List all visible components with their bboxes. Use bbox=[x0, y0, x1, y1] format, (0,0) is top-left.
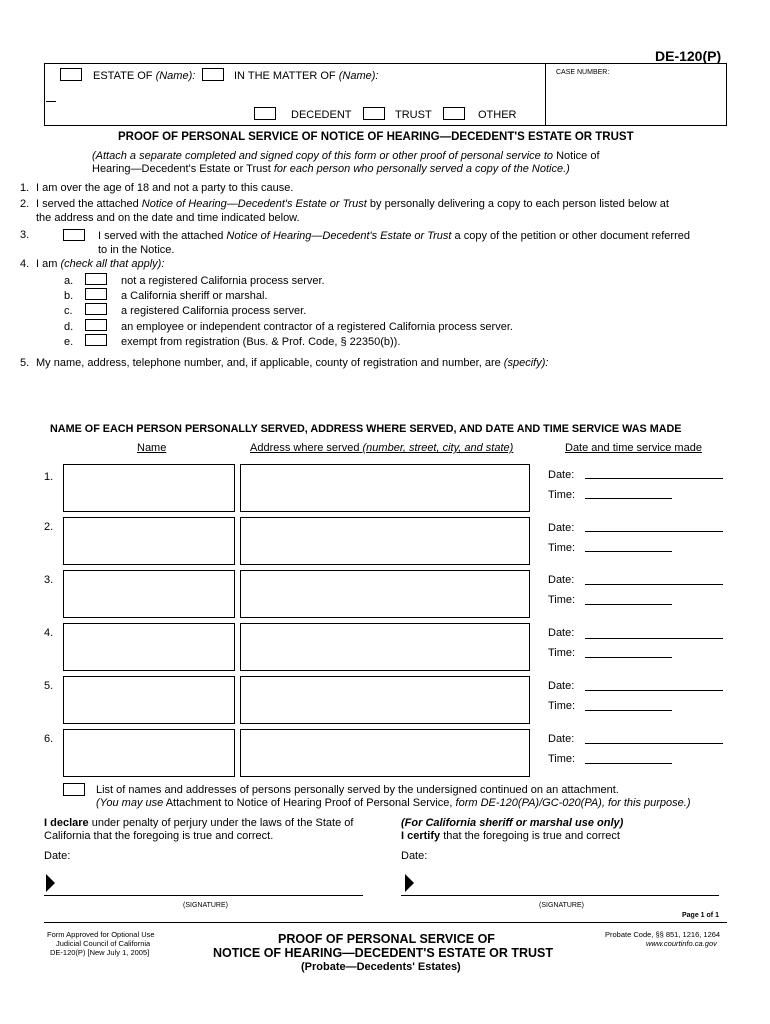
attachment-checkbox[interactable] bbox=[63, 783, 85, 796]
row-4-time-label: Time: bbox=[548, 647, 576, 659]
row-1-address-field[interactable] bbox=[240, 464, 530, 512]
row-1-name-field[interactable] bbox=[63, 464, 235, 512]
instructions-line1 bbox=[92, 150, 600, 162]
item2-line1 bbox=[36, 198, 669, 210]
decedent-checkbox[interactable] bbox=[254, 107, 276, 120]
estate-of-label bbox=[93, 70, 195, 82]
item5-part-b: (specify): bbox=[503, 357, 549, 369]
right-signature-line[interactable] bbox=[401, 895, 719, 896]
row-2-number: 2. bbox=[44, 521, 54, 533]
opt-e-text: exempt from registration (Bus. & Prof. Code, § 22350(b)). bbox=[121, 336, 401, 348]
col-name-header: Name bbox=[137, 442, 167, 454]
row-3-time-field[interactable] bbox=[585, 604, 672, 605]
opt-a-letter: a. bbox=[64, 275, 74, 287]
row-5-date-field[interactable] bbox=[585, 690, 723, 691]
row-6-date-label: Date: bbox=[548, 733, 575, 745]
row-6-name-field[interactable] bbox=[63, 729, 235, 777]
row-3-time-label: Time: bbox=[548, 594, 576, 606]
instructions-part1: (Attach a separate completed and signed copy of this form or other proof of personal service to bbox=[92, 150, 554, 162]
instructions-part2: Notice of bbox=[556, 150, 600, 162]
row-6-address-field[interactable] bbox=[240, 729, 530, 777]
instructions-line2 bbox=[92, 163, 570, 175]
footer-right-1: Probate Code, §§ 851, 1216, 1264 bbox=[605, 930, 721, 939]
estate-of-checkbox[interactable] bbox=[60, 68, 82, 81]
item2-line2: the address and on the date and time indicated below. bbox=[36, 212, 300, 224]
row-3-number: 3. bbox=[44, 574, 54, 586]
right-signature-arrow-icon bbox=[405, 874, 414, 892]
opt-d-letter: d. bbox=[64, 321, 74, 333]
other-checkbox[interactable] bbox=[443, 107, 465, 120]
opt-a-text: not a registered California process server. bbox=[121, 275, 325, 287]
row-6-date-field[interactable] bbox=[585, 743, 723, 744]
footer-left-1: Form Approved for Optional Use bbox=[47, 930, 155, 939]
matter-of-label bbox=[234, 70, 378, 82]
footer-title-1: PROOF OF PERSONAL SERVICE OF bbox=[278, 932, 495, 946]
attachment-line1: List of names and addresses of persons personally served by the undersigned continued on an attachment. bbox=[96, 784, 619, 796]
row-2-address-field[interactable] bbox=[240, 517, 530, 565]
opt-d-text: an employee or independent contractor of a registered California process server. bbox=[121, 321, 513, 333]
item5-num: 5. bbox=[20, 357, 30, 369]
item3-line1 bbox=[98, 230, 690, 242]
row-2-date-label: Date: bbox=[548, 522, 575, 534]
declare-line1 bbox=[44, 817, 353, 829]
row-4-number: 4. bbox=[44, 627, 54, 639]
form-id: DE-120(P) bbox=[655, 48, 722, 64]
row-3-date-field[interactable] bbox=[585, 584, 723, 585]
item4-part-a: I am bbox=[36, 258, 58, 270]
left-signature-line[interactable] bbox=[44, 895, 363, 896]
matter-of-text: IN THE MATTER OF bbox=[234, 70, 336, 82]
footer-left-2: Judicial Council of California bbox=[56, 939, 151, 948]
footer-right-2: www.courtinfo.ca.gov bbox=[646, 939, 717, 948]
left-signature-arrow-icon bbox=[46, 874, 55, 892]
item2-num: 2. bbox=[20, 198, 30, 210]
row-3-address-field[interactable] bbox=[240, 570, 530, 618]
case-name-dash bbox=[46, 101, 56, 102]
certify-rest: that the foregoing is true and correct bbox=[443, 830, 620, 842]
footer-rule bbox=[44, 922, 727, 923]
row-6-time-label: Time: bbox=[548, 753, 576, 765]
opt-e-letter: e. bbox=[64, 336, 74, 348]
item5-part-a: My name, address, telephone number, and, if applicable, county of registration and number, are bbox=[36, 357, 501, 369]
opt-b-letter: b. bbox=[64, 290, 74, 302]
item4-text bbox=[36, 258, 164, 270]
instructions-part4: for each person who personally served a copy of the Notice.) bbox=[273, 163, 570, 175]
caption-divider bbox=[545, 63, 546, 126]
opt-b-checkbox[interactable] bbox=[85, 288, 107, 300]
row-5-time-label: Time: bbox=[548, 700, 576, 712]
item4-part-b: (check all that apply): bbox=[60, 258, 165, 270]
row-5-number: 5. bbox=[44, 680, 54, 692]
trust-checkbox[interactable] bbox=[363, 107, 385, 120]
opt-a-checkbox[interactable] bbox=[85, 273, 107, 285]
row-5-address-field[interactable] bbox=[240, 676, 530, 724]
estate-of-text: ESTATE OF bbox=[93, 70, 153, 82]
certify-date-label: Date: bbox=[401, 850, 428, 862]
sheriff-note: (For California sheriff or marshal use only) bbox=[401, 817, 624, 829]
item3-part-b: Notice of Hearing—Decedent's Estate or Trust bbox=[226, 230, 452, 242]
table-heading: NAME OF EACH PERSON PERSONALLY SERVED, ADDRESS WHERE SERVED, AND DATE AND TIME SERVICE WAS MADE bbox=[50, 423, 682, 435]
item5-text bbox=[36, 357, 548, 369]
other-label: OTHER bbox=[478, 109, 517, 121]
row-1-date-field[interactable] bbox=[585, 478, 723, 479]
row-5-time-field[interactable] bbox=[585, 710, 672, 711]
trust-label: TRUST bbox=[395, 109, 432, 121]
item1-num: 1. bbox=[20, 182, 30, 194]
row-4-time-field[interactable] bbox=[585, 657, 672, 658]
declare-bold: I declare bbox=[44, 817, 89, 829]
matter-of-checkbox[interactable] bbox=[202, 68, 224, 81]
opt-c-letter: c. bbox=[64, 305, 73, 317]
row-6-number: 6. bbox=[44, 733, 54, 745]
attachment-line2 bbox=[96, 797, 691, 809]
row-1-time-label: Time: bbox=[548, 489, 576, 501]
decedent-label: DECEDENT bbox=[291, 109, 352, 121]
opt-d-checkbox[interactable] bbox=[85, 319, 107, 331]
row-4-date-field[interactable] bbox=[585, 638, 723, 639]
col-address-header bbox=[250, 442, 513, 454]
row-1-time-field[interactable] bbox=[585, 498, 672, 499]
item3-part-c: a copy of the petition or other document referred bbox=[454, 230, 690, 242]
opt-e-checkbox[interactable] bbox=[85, 334, 107, 346]
opt-b-text: a California sheriff or marshal. bbox=[121, 290, 268, 302]
row-4-address-field[interactable] bbox=[240, 623, 530, 671]
opt-c-checkbox[interactable] bbox=[85, 303, 107, 315]
attachment-part-b: Attachment to Notice of Hearing Proof of Personal Service, bbox=[165, 797, 453, 809]
attachment-part-c: form DE-120(PA)/GC-020(PA), for this purpose.) bbox=[455, 797, 691, 809]
row-5-name-field[interactable] bbox=[63, 676, 235, 724]
certify-line bbox=[401, 830, 620, 842]
col-date-header: Date and time service made bbox=[565, 442, 702, 454]
item3-part-a: I served with the attached bbox=[98, 230, 224, 242]
row-2-time-label: Time: bbox=[548, 542, 576, 554]
item3-line2: to in the Notice. bbox=[98, 244, 175, 256]
matter-name-text: (Name): bbox=[338, 70, 379, 82]
declare-date-label: Date: bbox=[44, 850, 71, 862]
row-3-date-label: Date: bbox=[548, 574, 575, 586]
form-title: PROOF OF PERSONAL SERVICE OF NOTICE OF HEARING—DECEDENT'S ESTATE OR TRUST bbox=[118, 131, 634, 143]
row-2-date-field[interactable] bbox=[585, 531, 723, 532]
item2-part-b: Notice of Hearing—Decedent's Estate or Trust bbox=[141, 198, 367, 210]
instructions-part3: Hearing—Decedent's Estate or Trust bbox=[92, 163, 271, 175]
row-6-time-field[interactable] bbox=[585, 763, 672, 764]
row-4-name-field[interactable] bbox=[63, 623, 235, 671]
page-number: Page 1 of 1 bbox=[682, 912, 719, 919]
footer-title-3: (Probate—Decedents' Estates) bbox=[301, 961, 461, 973]
row-4-date-label: Date: bbox=[548, 627, 575, 639]
declare-line2: California that the foregoing is true and correct. bbox=[44, 830, 274, 842]
right-signature-label: (SIGNATURE) bbox=[539, 902, 584, 909]
row-1-date-label: Date: bbox=[548, 469, 575, 481]
row-1-number: 1. bbox=[44, 471, 54, 483]
opt-c-text: a registered California process server. bbox=[121, 305, 307, 317]
col-address-part-b: (number, street, city, and state) bbox=[362, 442, 514, 454]
item3-checkbox[interactable] bbox=[63, 229, 85, 241]
declare-rest1: under penalty of perjury under the laws of the State of bbox=[91, 817, 354, 829]
item4-num: 4. bbox=[20, 258, 30, 270]
item2-part-a: I served the attached bbox=[36, 198, 139, 210]
row-2-name-field[interactable] bbox=[63, 517, 235, 565]
attachment-part-a: (You may use bbox=[96, 797, 164, 809]
left-signature-label: (SIGNATURE) bbox=[183, 902, 228, 909]
row-3-name-field[interactable] bbox=[63, 570, 235, 618]
item3-num: 3. bbox=[20, 229, 30, 241]
item1-text: I am over the age of 18 and not a party to this cause. bbox=[36, 182, 294, 194]
item2-part-c: by personally delivering a copy to each person listed below at bbox=[369, 198, 669, 210]
footer-title-2: NOTICE OF HEARING—DECEDENT'S ESTATE OR TRUST bbox=[213, 946, 554, 960]
row-5-date-label: Date: bbox=[548, 680, 575, 692]
estate-name-text: (Name): bbox=[155, 70, 196, 82]
col-address-part-a: Address where served bbox=[250, 442, 360, 454]
case-number-label: CASE NUMBER: bbox=[556, 69, 610, 76]
row-2-time-field[interactable] bbox=[585, 551, 672, 552]
footer-left-3: DE-120(P) [New July 1, 2005] bbox=[50, 948, 150, 957]
certify-bold: I certify bbox=[401, 830, 441, 842]
